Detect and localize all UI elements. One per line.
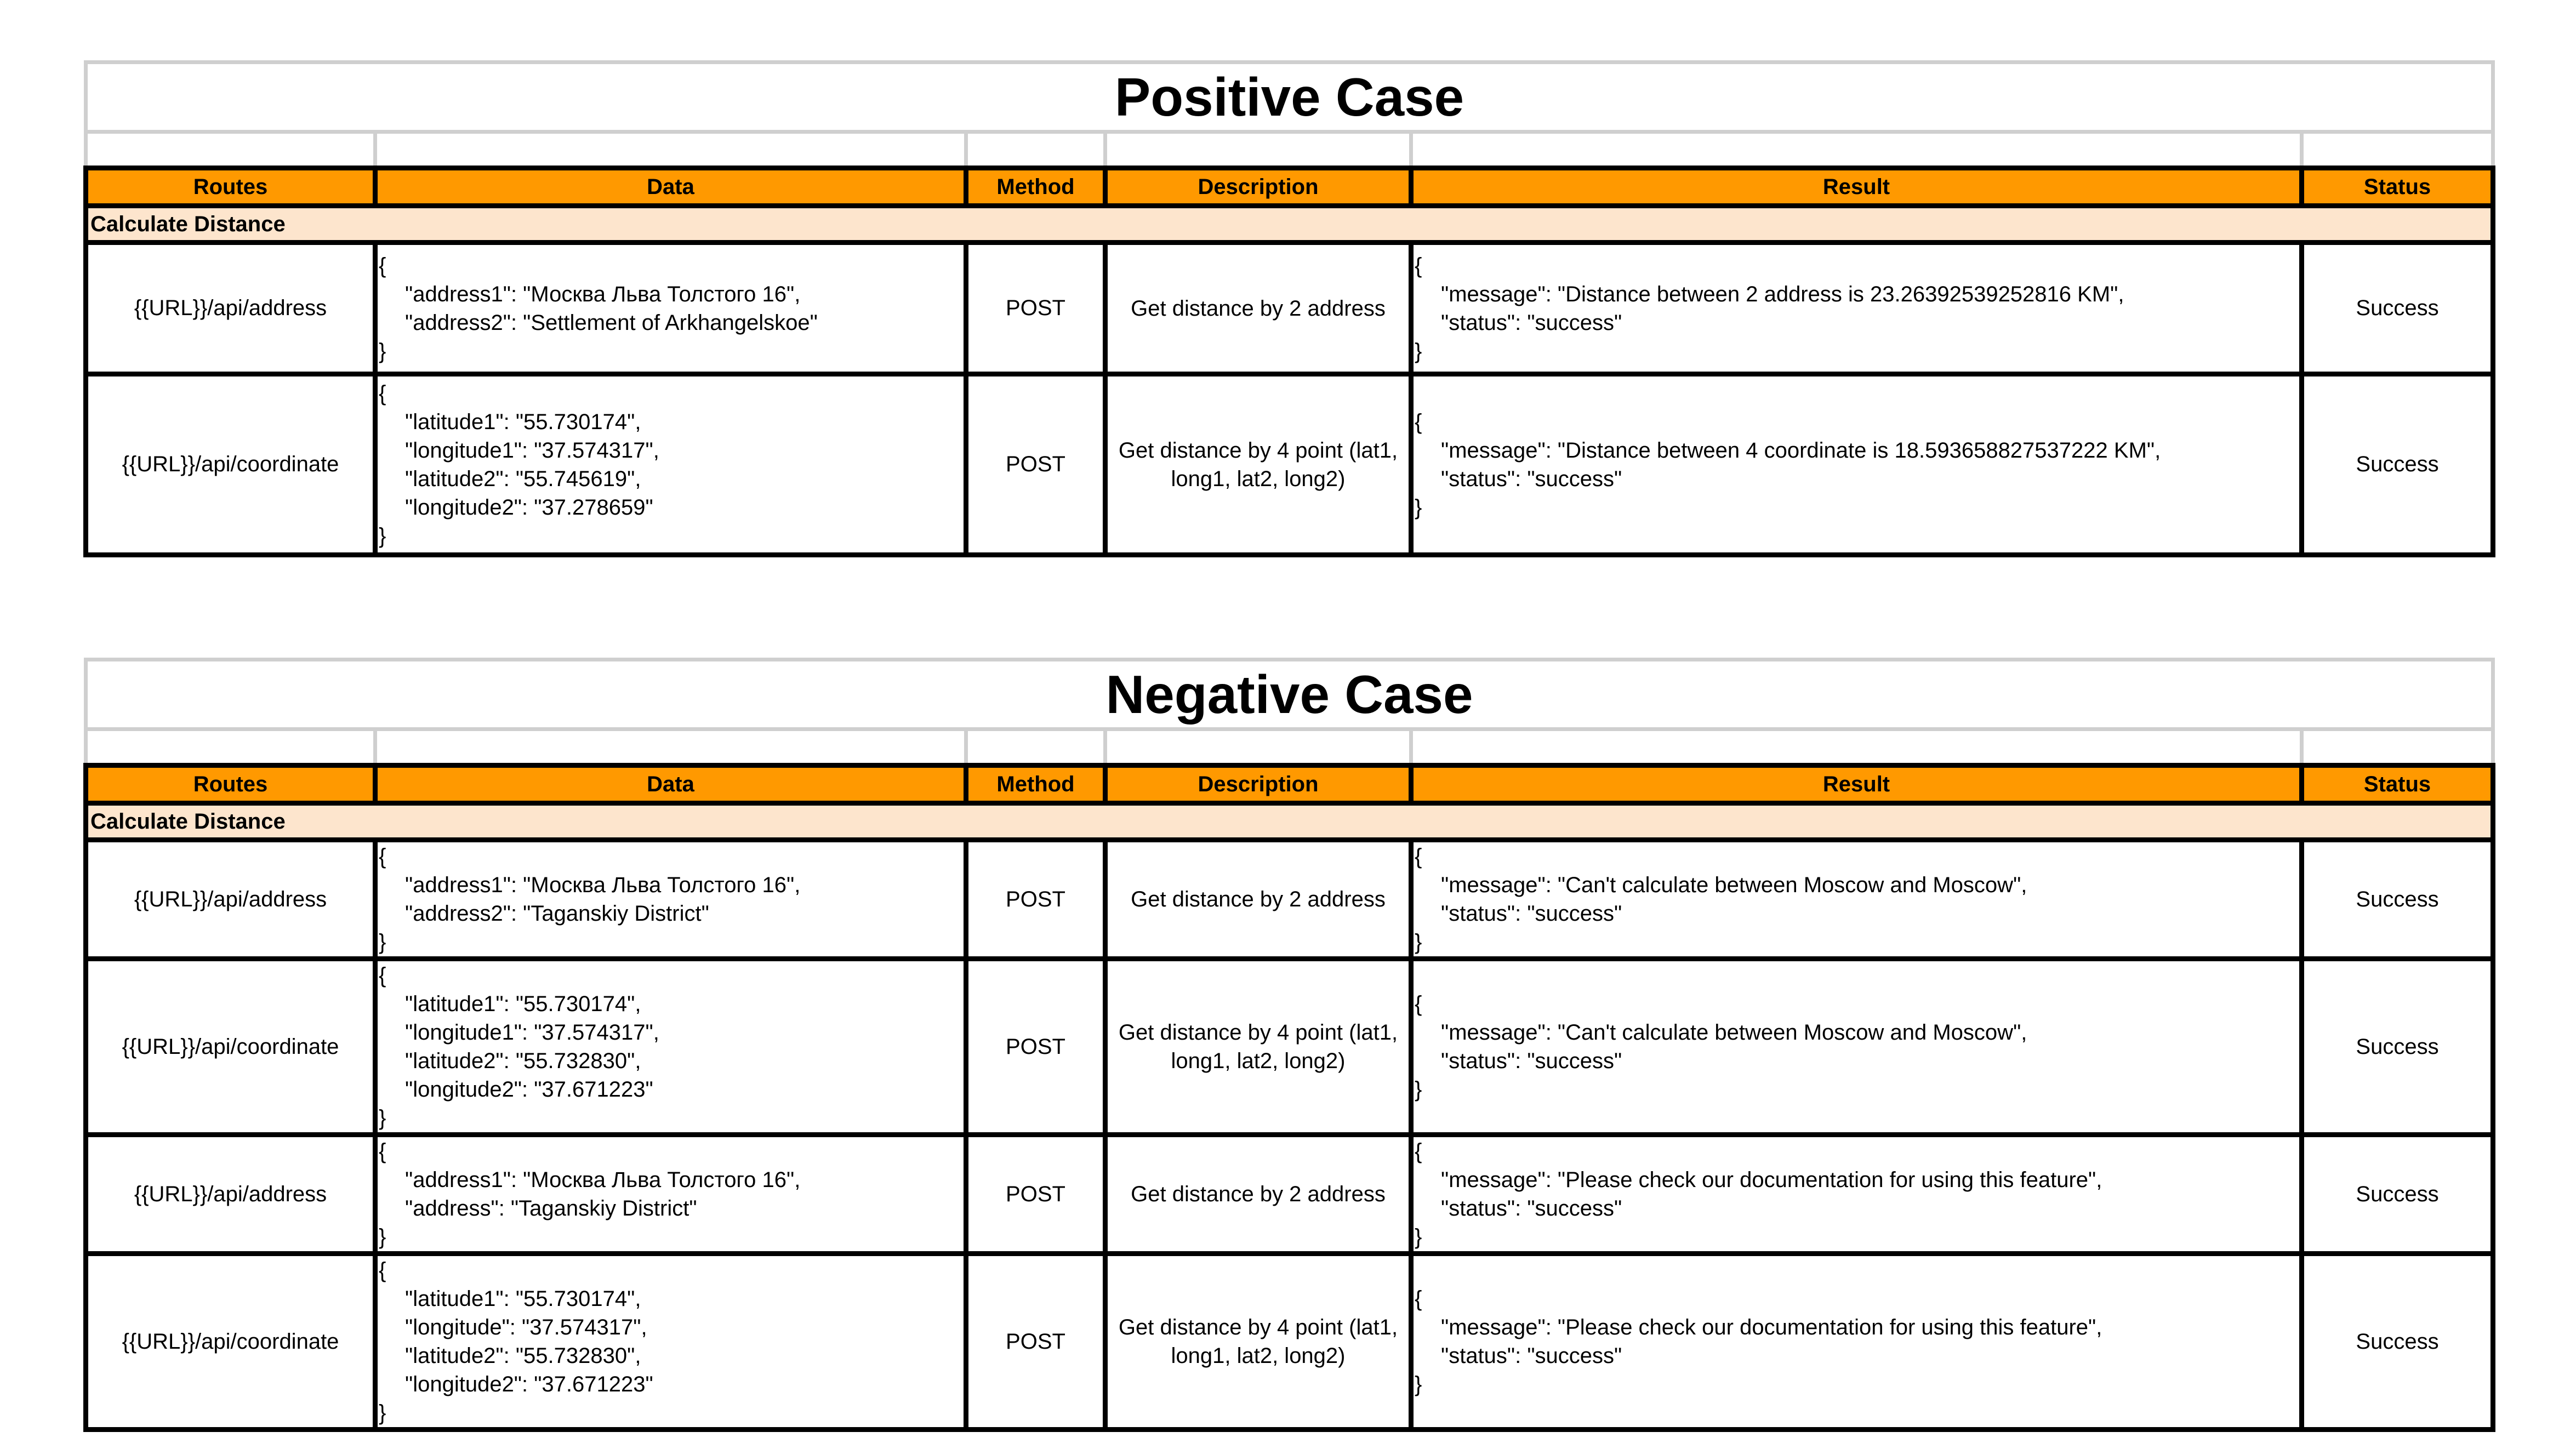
- result-cell: [1411, 1254, 2302, 1430]
- route-cell: {{URL}}/api/coordinate: [86, 374, 375, 555]
- method-cell: POST: [966, 374, 1105, 555]
- json-line: "latitude1": "55.730174",: [405, 992, 641, 1016]
- description-cell: Get distance by 4 point (lat1, long1, lat2, long2): [1105, 959, 1411, 1135]
- brace-close: }: [379, 1106, 386, 1130]
- brace-open: {: [379, 1258, 386, 1282]
- table-row: [86, 1254, 2493, 1430]
- table-row: [86, 374, 2493, 555]
- json-line: "address": "Taganskiy District": [405, 1196, 697, 1220]
- brace-open: {: [1415, 992, 1422, 1016]
- spacer-cell: [966, 729, 1105, 766]
- table-row: [86, 243, 2493, 374]
- route-cell: {{URL}}/api/coordinate: [86, 959, 375, 1135]
- brace-close: }: [1415, 495, 1422, 520]
- result-cell: [1411, 959, 2302, 1135]
- group-label: Calculate Distance: [86, 803, 2493, 840]
- json-line: "latitude2": "55.732830",: [405, 1049, 641, 1073]
- column-header-data: Data: [375, 766, 966, 803]
- method-cell: POST: [966, 243, 1105, 374]
- column-header-result: Result: [1411, 766, 2302, 803]
- brace-close: }: [1415, 1077, 1422, 1102]
- json-line: "message": "Distance between 4 coordinate is 18.593658827537222 KM",: [1441, 438, 2161, 463]
- status-cell: Success: [2302, 1254, 2493, 1430]
- column-header-description: Description: [1105, 168, 1411, 206]
- column-header-description: Description: [1105, 766, 1411, 803]
- data-cell: [375, 1135, 966, 1254]
- brace-open: {: [379, 381, 386, 406]
- table-row: [86, 959, 2493, 1135]
- description-cell: Get distance by 2 address: [1105, 840, 1411, 959]
- column-header-status: Status: [2302, 766, 2493, 803]
- brace-close: }: [1415, 930, 1422, 954]
- spacer-cell: [1105, 729, 1411, 766]
- column-header-data: Data: [375, 168, 966, 206]
- brace-open: {: [379, 963, 386, 988]
- table-row: [86, 1135, 2493, 1254]
- json-line: "longitude1": "37.574317",: [405, 438, 659, 463]
- json-line: "status": "success": [1441, 310, 1622, 335]
- negative-case-section: [83, 658, 2490, 1432]
- column-header-method: Method: [966, 766, 1105, 803]
- brace-open: {: [1415, 1139, 1422, 1163]
- brace-close: }: [379, 1225, 386, 1249]
- status-cell: Success: [2302, 374, 2493, 555]
- json-line: "message": "Distance between 2 address is 23.26392539252816 KM",: [1441, 282, 2124, 306]
- json-line: "address1": "Москва Льва Толстого 16",: [405, 873, 801, 897]
- data-cell: [375, 840, 966, 959]
- brace-open: {: [1415, 845, 1422, 869]
- description-cell: Get distance by 4 point (lat1, long1, lat2, long2): [1105, 1254, 1411, 1430]
- json-line: "status": "success": [1441, 466, 1622, 491]
- json-line: "latitude2": "55.745619",: [405, 466, 641, 491]
- json-line: "status": "success": [1441, 1196, 1622, 1220]
- json-line: "message": "Please check our documentation for using this feature",: [1441, 1168, 2102, 1192]
- brace-close: }: [379, 930, 386, 954]
- column-header-method: Method: [966, 168, 1105, 206]
- json-line: "longitude2": "37.671223": [405, 1077, 653, 1102]
- json-line: "status": "success": [1441, 1344, 1622, 1368]
- result-cell: [1411, 374, 2302, 555]
- negative-case-table: [83, 658, 2495, 1432]
- result-cell: [1411, 243, 2302, 374]
- spacer-cell: [1411, 132, 2302, 168]
- json-line: "message": "Can't calculate between Moscow and Moscow",: [1441, 873, 2027, 897]
- brace-close: }: [1415, 1372, 1422, 1396]
- spacer-cell: [375, 729, 966, 766]
- brace-open: {: [379, 1139, 386, 1163]
- column-header-result: Result: [1411, 168, 2302, 206]
- json-line: "message": "Can't calculate between Moscow and Moscow",: [1441, 1020, 2027, 1045]
- data-cell: [375, 243, 966, 374]
- brace-open: {: [1415, 253, 1422, 278]
- json-line: "longitude": "37.574317",: [405, 1315, 647, 1339]
- status-cell: Success: [2302, 840, 2493, 959]
- json-line: "longitude2": "37.278659": [405, 495, 653, 520]
- status-cell: Success: [2302, 243, 2493, 374]
- header-row: [86, 766, 2493, 803]
- json-line: "latitude1": "55.730174",: [405, 1287, 641, 1311]
- method-cell: POST: [966, 1254, 1105, 1430]
- column-header-routes: Routes: [86, 168, 375, 206]
- json-line: "message": "Please check our documentation for using this feature",: [1441, 1315, 2102, 1339]
- result-cell: [1411, 1135, 2302, 1254]
- brace-open: {: [379, 253, 386, 278]
- spacer-cell: [2302, 132, 2493, 168]
- route-cell: {{URL}}/api/address: [86, 1135, 375, 1254]
- method-cell: POST: [966, 840, 1105, 959]
- json-line: "address1": "Москва Льва Толстого 16",: [405, 1168, 801, 1192]
- positive-case-title: Positive Case: [86, 62, 2493, 132]
- method-cell: POST: [966, 1135, 1105, 1254]
- spacer-cell: [86, 729, 375, 766]
- spacer-cell: [375, 132, 966, 168]
- status-cell: Success: [2302, 1135, 2493, 1254]
- column-header-status: Status: [2302, 168, 2493, 206]
- json-line: "status": "success": [1441, 1049, 1622, 1073]
- positive-case-section: [83, 60, 2490, 557]
- json-line: "address1": "Москва Льва Толстого 16",: [405, 282, 801, 306]
- brace-close: }: [379, 523, 386, 548]
- spacer-cell: [86, 132, 375, 168]
- json-line: "latitude1": "55.730174",: [405, 409, 641, 434]
- brace-open: {: [1415, 1287, 1422, 1311]
- description-cell: Get distance by 2 address: [1105, 1135, 1411, 1254]
- table-row: [86, 840, 2493, 959]
- json-line: "address2": "Taganskiy District": [405, 902, 709, 926]
- json-line: "longitude2": "37.671223": [405, 1372, 653, 1396]
- status-cell: Success: [2302, 959, 2493, 1135]
- spacer-cell: [2302, 729, 2493, 766]
- json-line: "longitude1": "37.574317",: [405, 1020, 659, 1045]
- data-cell: [375, 374, 966, 555]
- description-cell: Get distance by 4 point (lat1, long1, lat2, long2): [1105, 374, 1411, 555]
- result-cell: [1411, 840, 2302, 959]
- json-line: "address2": "Settlement of Arkhangelskoe": [405, 310, 818, 335]
- brace-open: {: [1415, 409, 1422, 434]
- brace-close: }: [379, 339, 386, 363]
- brace-close: }: [1415, 1225, 1422, 1249]
- negative-case-title: Negative Case: [86, 660, 2493, 729]
- brace-close: }: [1415, 339, 1422, 363]
- json-line: "status": "success": [1441, 902, 1622, 926]
- column-header-routes: Routes: [86, 766, 375, 803]
- data-cell: [375, 959, 966, 1135]
- spacer-cell: [1105, 132, 1411, 168]
- brace-close: }: [379, 1401, 386, 1425]
- method-cell: POST: [966, 959, 1105, 1135]
- data-cell: [375, 1254, 966, 1430]
- route-cell: {{URL}}/api/address: [86, 840, 375, 959]
- route-cell: {{URL}}/api/coordinate: [86, 1254, 375, 1430]
- spacer-cell: [966, 132, 1105, 168]
- route-cell: {{URL}}/api/address: [86, 243, 375, 374]
- group-label: Calculate Distance: [86, 206, 2493, 243]
- brace-open: {: [379, 845, 386, 869]
- description-cell: Get distance by 2 address: [1105, 243, 1411, 374]
- json-line: "latitude2": "55.732830",: [405, 1344, 641, 1368]
- spacer-cell: [1411, 729, 2302, 766]
- positive-case-table: [83, 60, 2495, 557]
- header-row: [86, 168, 2493, 206]
